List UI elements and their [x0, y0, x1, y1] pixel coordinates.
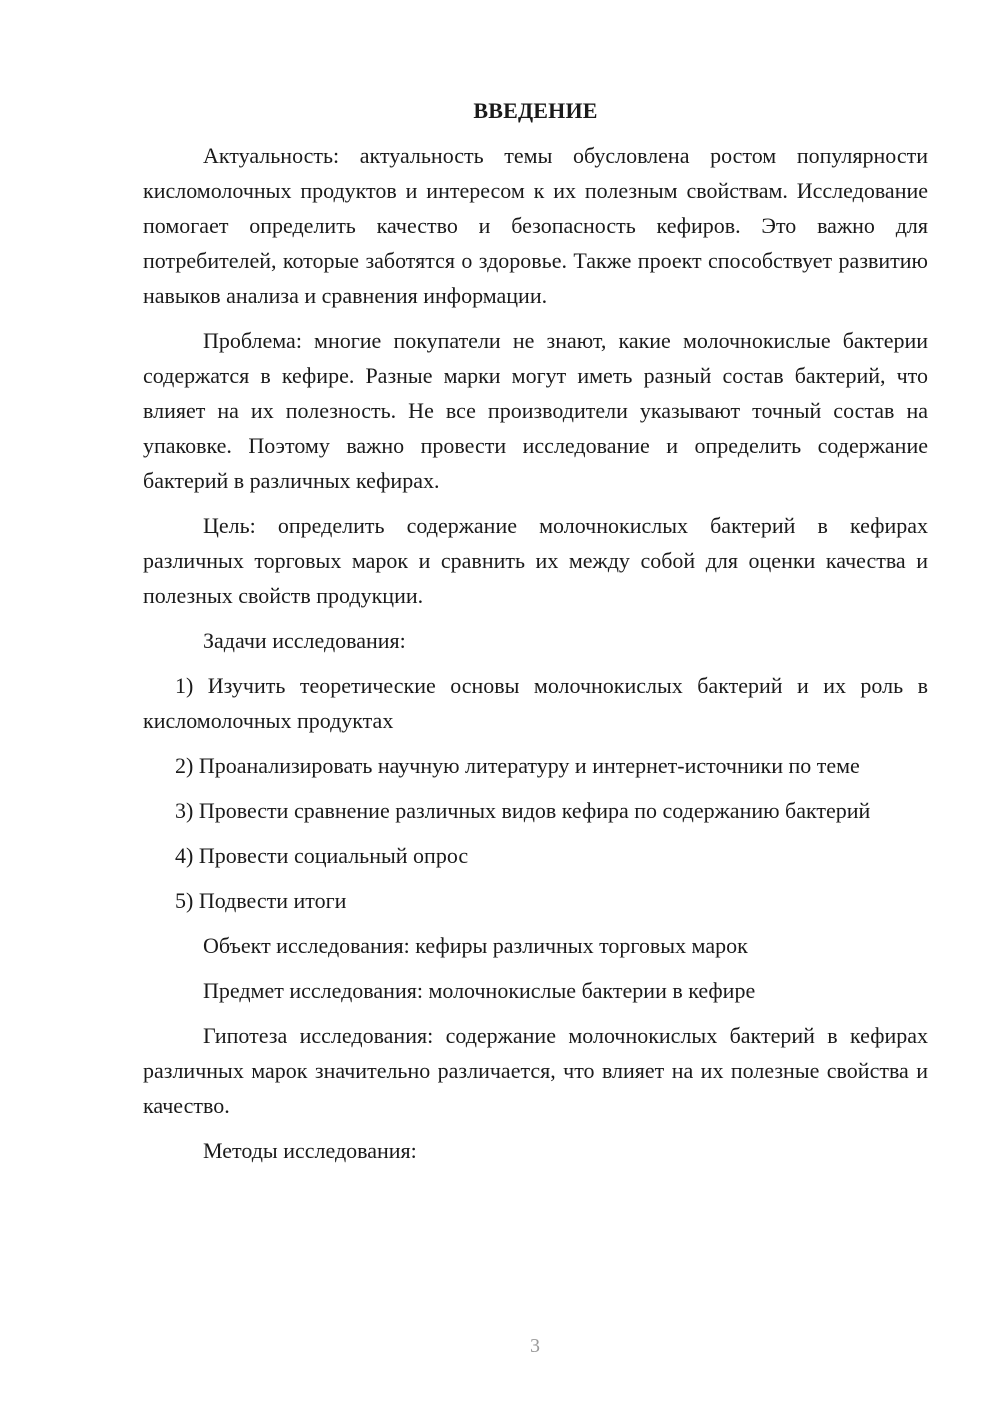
subject-paragraph: Предмет исследования: молочнокислые бактерии в кефире [203, 978, 756, 1003]
hypothesis-paragraph: Гипотеза исследования: содержание молочнокислых бактерий в кефирах различных марок значительно различается, что влияет на их полезные свойства и качество. [143, 1023, 928, 1118]
task-item-4: 4) Провести социальный опрос [175, 843, 469, 868]
relevance-paragraph: Актуальность: актуальность темы обусловлена ростом популярности кисломолочных продуктов и интересом к их полезным свойствам. Исследование помогает определить качество и безопасность кефиров. Это важно для потребителей, которые заботятся о здоровье. Также проект способствует развитию навыков анализа и сравнения информации. [143, 143, 928, 308]
task-item-5: 5) Подвести итоги [175, 888, 347, 913]
methods-title: Методы исследования: [203, 1138, 417, 1163]
problem-paragraph: Проблема: многие покупатели не знают, какие молочнокислые бактерии содержатся в кефире. Разные марки могут иметь разный состав бактерий, что влияет на их полезность. Не все производители указывают точный состав на упаковке. Поэтому важно провести исследование и определить содержание бактерий в различных кефирах. [143, 328, 928, 493]
object-paragraph: Объект исследования: кефиры различных торговых марок [203, 933, 748, 958]
goal-paragraph: Цель: определить содержание молочнокислых бактерий в кефирах различных торговых марок и сравнить их между собой для оценки качества и полезных свойств продукции. [143, 513, 928, 608]
task-item-3: 3) Провести сравнение различных видов кефира по содержанию бактерий [175, 798, 871, 823]
task-item-2: 2) Проанализировать научную литературу и интернет-источники по теме [175, 753, 860, 778]
section-heading: ВВЕДЕНИЕ [473, 98, 598, 123]
tasks-title: Задачи исследования: [203, 628, 406, 653]
task-item-1: 1) Изучить теоретические основы молочнокислых бактерий и их роль в кисломолочных продуктах [143, 673, 928, 733]
page-content [143, 96, 928, 1168]
page-number: 3 [530, 1335, 540, 1357]
